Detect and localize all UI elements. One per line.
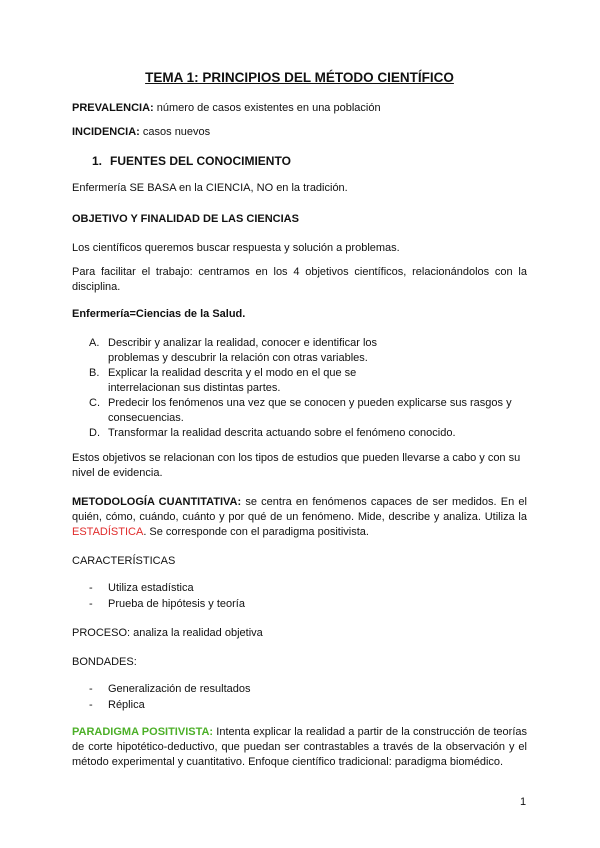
section-title: FUENTES DEL CONOCIMIENTO — [110, 154, 291, 168]
list-item — [72, 396, 528, 426]
list-item-text: Describir y analizar la realidad, conocer e identificar los problemas y descubrir la relación con otras variables. — [108, 337, 378, 364]
list-marker: D. — [89, 427, 100, 439]
list-item-text: Transformar la realidad descrita actuando sobre el fenómeno conocido. — [108, 427, 456, 439]
document-page — [72, 70, 527, 779]
list-item — [72, 426, 527, 441]
list-item — [72, 366, 378, 396]
list-item-text: Generalización de resultados — [108, 683, 251, 695]
dash-marker: - — [89, 598, 93, 610]
metodologia-text: se centra en fenómenos capaces de ser medidos. En el quién, cómo, cuándo, cuánto y por qué de un fenómeno. Mide, describe y analiza. Utiliza la — [72, 496, 527, 523]
metodologia-label: METODOLOGÍA CUANTITATIVA: — [72, 496, 242, 508]
list-item-text: Explicar la realidad descrita y el modo en el que se interrelacionan sus distintas partes. — [108, 367, 357, 394]
paragraph-estos-objetivos: Estos objetivos se relacionan con los tipos de estudios que pueden llevarse a cabo y con su nivel de evidencia. — [72, 452, 521, 479]
list-item-text: Réplica — [108, 699, 145, 711]
dash-marker: - — [89, 582, 93, 594]
paragraph-proceso: PROCESO: analiza la realidad objetiva — [72, 627, 263, 639]
estadistica-highlight: ESTADÍSTICA — [72, 526, 144, 538]
list-marker: A. — [89, 337, 100, 349]
section-heading-fuentes — [92, 154, 527, 169]
heading-enfermeria-ciencias: Enfermería=Ciencias de la Salud. — [72, 308, 246, 320]
paragraph-enfermeria: Enfermería SE BASA en la CIENCIA, NO en la tradición. — [72, 182, 348, 194]
dash-marker: - — [89, 699, 93, 711]
incidencia-text: casos nuevos — [139, 126, 211, 138]
list-item — [72, 581, 527, 596]
paragraph-facilitar: Para facilitar el trabajo: centramos en los 4 objetivos científicos, relacionándolos con la disciplina. — [72, 266, 527, 293]
paragraph-paradigma — [72, 725, 527, 770]
objectives-list — [72, 336, 527, 441]
heading-bondades: BONDADES: — [72, 656, 137, 668]
dash-marker: - — [89, 683, 93, 695]
prevalencia-definition — [72, 101, 527, 116]
list-marker: C. — [89, 397, 100, 409]
paradigma-text: Intenta explicar la realidad a partir de la construcción de teorías de corte hipotético-deductivo, que puedan ser contrastables a través de la observación y el método experimental y cuantitativo. Enfoque científico tradicional: paradigma biomédico. — [72, 726, 528, 768]
incidencia-label: INCIDENCIA: — [72, 126, 140, 138]
list-item — [72, 597, 527, 612]
heading-objetivo: OBJETIVO Y FINALIDAD DE LAS CIENCIAS — [72, 213, 299, 225]
page-number: 1 — [520, 796, 527, 808]
paragraph-metodologia — [72, 495, 527, 540]
metodologia-text-end: . Se corresponde con el paradigma positivista. — [143, 526, 369, 538]
prevalencia-label: PREVALENCIA: — [72, 102, 154, 114]
list-item — [72, 336, 398, 366]
list-item — [72, 698, 527, 713]
paragraph-cientificos: Los científicos queremos buscar respuesta y solución a problemas. — [72, 242, 400, 254]
list-item — [72, 682, 527, 697]
list-item-text: Prueba de hipótesis y teoría — [108, 598, 245, 610]
page-title: TEMA 1: PRINCIPIOS DEL MÉTODO CIENTÍFICO — [145, 70, 454, 85]
caracteristicas-list — [72, 581, 527, 612]
prevalencia-text: número de casos existentes en una población — [153, 102, 381, 114]
heading-caracteristicas: CARACTERÍSTICAS — [72, 555, 176, 567]
section-number: 1. — [92, 154, 103, 168]
incidencia-definition — [72, 125, 527, 140]
list-item-text: Predecir los fenómenos una vez que se conocen y pueden explicarse sus rasgos y consecuencias. — [108, 397, 512, 424]
list-marker: B. — [89, 367, 100, 379]
bondades-list — [72, 682, 527, 713]
paradigma-label: PARADIGMA POSITIVISTA: — [72, 726, 214, 738]
list-item-text: Utiliza estadística — [108, 582, 194, 594]
